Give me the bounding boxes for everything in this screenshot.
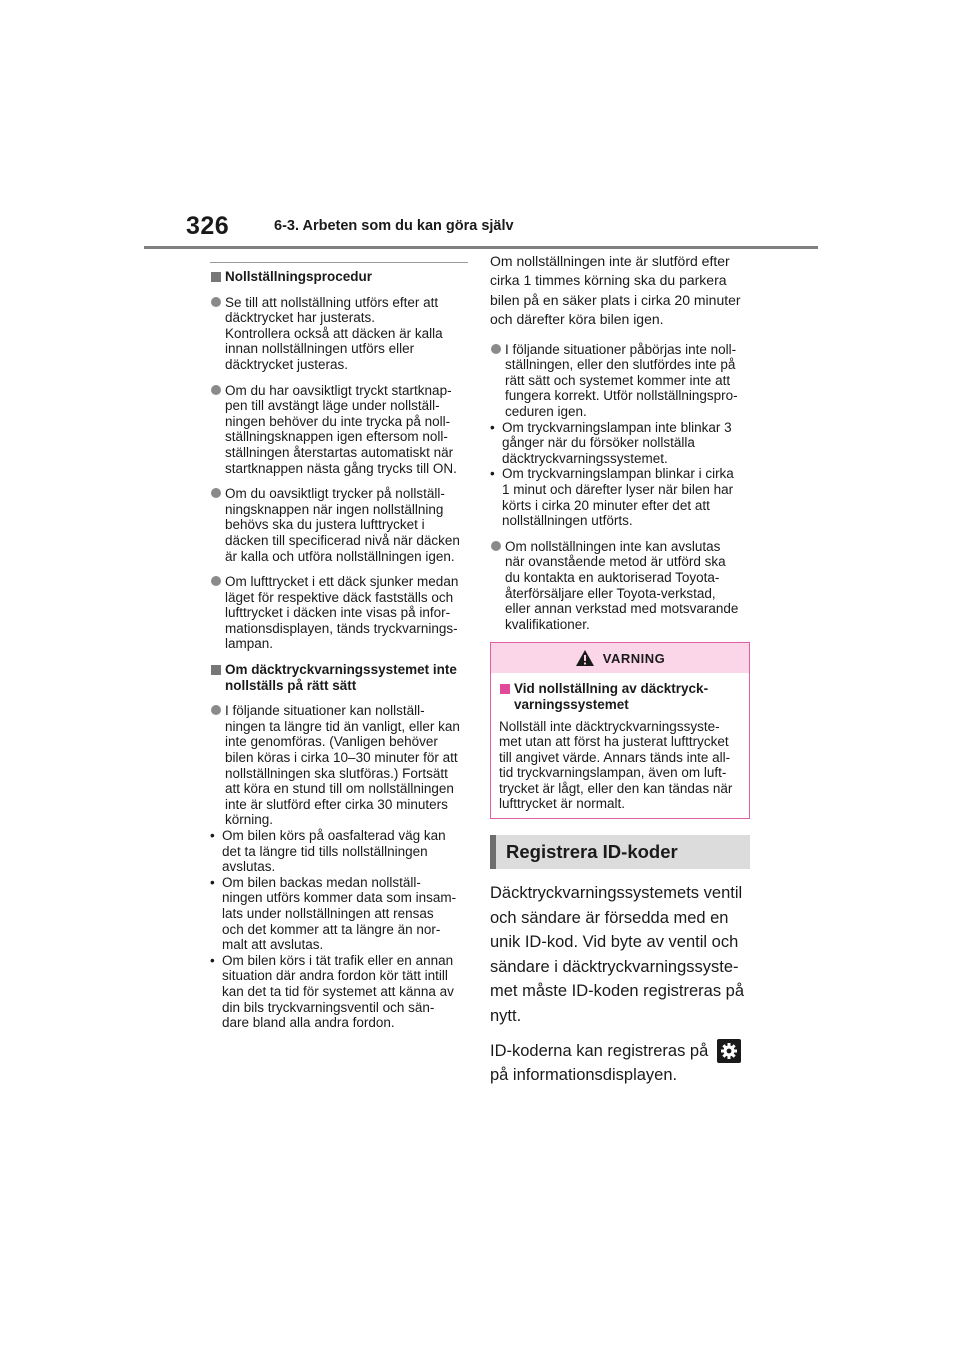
warning-text: Nollställ inte däcktryckvarningssyste- met utan att först ha justerat lufttrycket till angivet värde. Annars tänds inte all- tid tryckvarningslampan, även om luft- trycket är lågt, eller den kan tändas när lufttrycket är normalt.	[499, 718, 733, 812]
bullet-dot-icon	[211, 297, 221, 307]
section-heading-om-ej-nollstalls: Om däcktryckvarningssystemet inte nollställs på rätt sätt	[210, 662, 472, 693]
bullet-dot-icon	[211, 385, 221, 395]
list-item: Om du har oavsiktligt tryckt startknap- pen till avstängt läge under nollställ- ningen behöver du inte trycka på noll- ställningsknappen igen eftersom noll- ställningen återstartas automatiskt när startknappen nästa gång trycks till ON.	[210, 383, 472, 477]
section-square-icon	[211, 272, 221, 282]
bullet-dot-icon	[211, 576, 221, 586]
bullet-dot-icon	[491, 541, 501, 551]
list-item: I följande situationer kan nollställ- ningen ta längre tid än vanligt, eller kan inte genomföras. (Vanligen behöver bilen köras i cirka 10–30 minuter för att nollställningen ska slutföras.) Fortsätt att köra en stund till om nollställningen inte är slutförd efter cirka 30 minuters körning.	[210, 703, 472, 828]
intro-paragraph: Om nollställningen inte är slutförd efter cirka 1 timmes körning ska du parkera bilen på en säker plats i cirka 20 minuter och därefter köra bilen igen.	[490, 253, 741, 328]
register-id-heading: Registrera ID-koder	[490, 835, 750, 869]
chapter-title: 6-3. Arbeten som du kan göra själv	[274, 218, 514, 234]
list-item: Om nollställningen inte kan avslutas när ovanstående metod är utförd ska du kontakta en auktoriserad Toyota- återförsäljare eller Toyota-verkstad, eller annan verkstad med motsvarande kvalifikationer.	[490, 539, 752, 633]
section-square-icon	[211, 665, 221, 675]
bullet-dot-icon	[211, 488, 221, 498]
warning-title: VARNING	[602, 650, 666, 666]
right-column	[490, 252, 752, 1098]
warning-heading: Vid nollställning av däcktryck- varningssystemet	[499, 681, 741, 712]
warning-box	[490, 642, 750, 819]
page-number: 326	[186, 212, 230, 240]
left-column	[210, 262, 472, 1031]
sub-bullet: • Om tryckvarningslampan inte blinkar 3 gånger när du försöker nollställa däcktryckvarningssystemet.	[490, 419, 732, 466]
list-item: Se till att nollställning utförs efter att däcktrycket har justerats. Kontrollera också att däcken är kalla innan nollställningen utförs eller däcktrycket justeras.	[210, 295, 472, 373]
section-divider	[210, 262, 468, 263]
list-item: I följande situationer påbörjas inte noll- ställningen, eller den slutfördes inte på rätt sätt och systemet kommer inte att fungera korrekt. Utför nollställningspro- ceduren igen.	[490, 342, 752, 420]
warning-body	[491, 673, 749, 818]
warning-header	[491, 643, 749, 673]
settings-gear-icon	[717, 1039, 741, 1063]
register-paragraph: Däcktryckvarningssystemets ventil och sändare är försedda med en unik ID-kod. Vid byte av ventil och sändare i däcktryckvarningssyste- met måste ID-koden registreras på nytt.	[490, 884, 745, 1026]
warning-triangle-icon	[575, 649, 595, 667]
register-instruction: ID-koderna kan registreras på på informationsdisplayen.	[490, 1039, 752, 1088]
list-item: Om lufttrycket i ett däck sjunker medan läget för respektive däck fastställs och lufttrycket i däcken inte visas på infor- mationsdisplayen, tänds tryckvarnings- lampan.	[210, 574, 472, 652]
sub-bullet: • Om bilen körs på oasfalterad väg kan det ta längre tid tills nollställningen avslutas.	[210, 828, 446, 875]
sub-bullet: • Om bilen backas medan nollställ- ningen utförs kommer data som insam- lats under nollställningen att rensas och det kommer att ta längre än nor- malt att avslutas.	[210, 874, 457, 953]
sub-bullet: • Om tryckvarningslampan blinkar i cirka 1 minut och därefter lyser när bilen har körts i cirka 20 minuter efter det att nollställningen utförts.	[490, 466, 734, 529]
bullet-dot-icon	[211, 705, 221, 715]
header-divider	[144, 246, 818, 249]
register-id-body	[490, 881, 752, 1088]
list-item: Om du oavsiktligt trycker på nollställ- ningsknappen när ingen nollställning behövs ska du justera lufttrycket i däcken till specificerad nivå när däcken är kalla och utföra nollställningen igen.	[210, 486, 472, 564]
section-square-icon	[500, 684, 510, 694]
section-heading-nollstallningsprocedur: Nollställningsprocedur	[210, 269, 472, 285]
bullet-dot-icon	[491, 344, 501, 354]
sub-bullet: • Om bilen körs i tät trafik eller en annan situation där andra fordon kör tätt intill kan det ta tid för systemet att känna av din bils tryckvarningsventil och sän- dare bland alla andra fordon.	[210, 952, 454, 1031]
